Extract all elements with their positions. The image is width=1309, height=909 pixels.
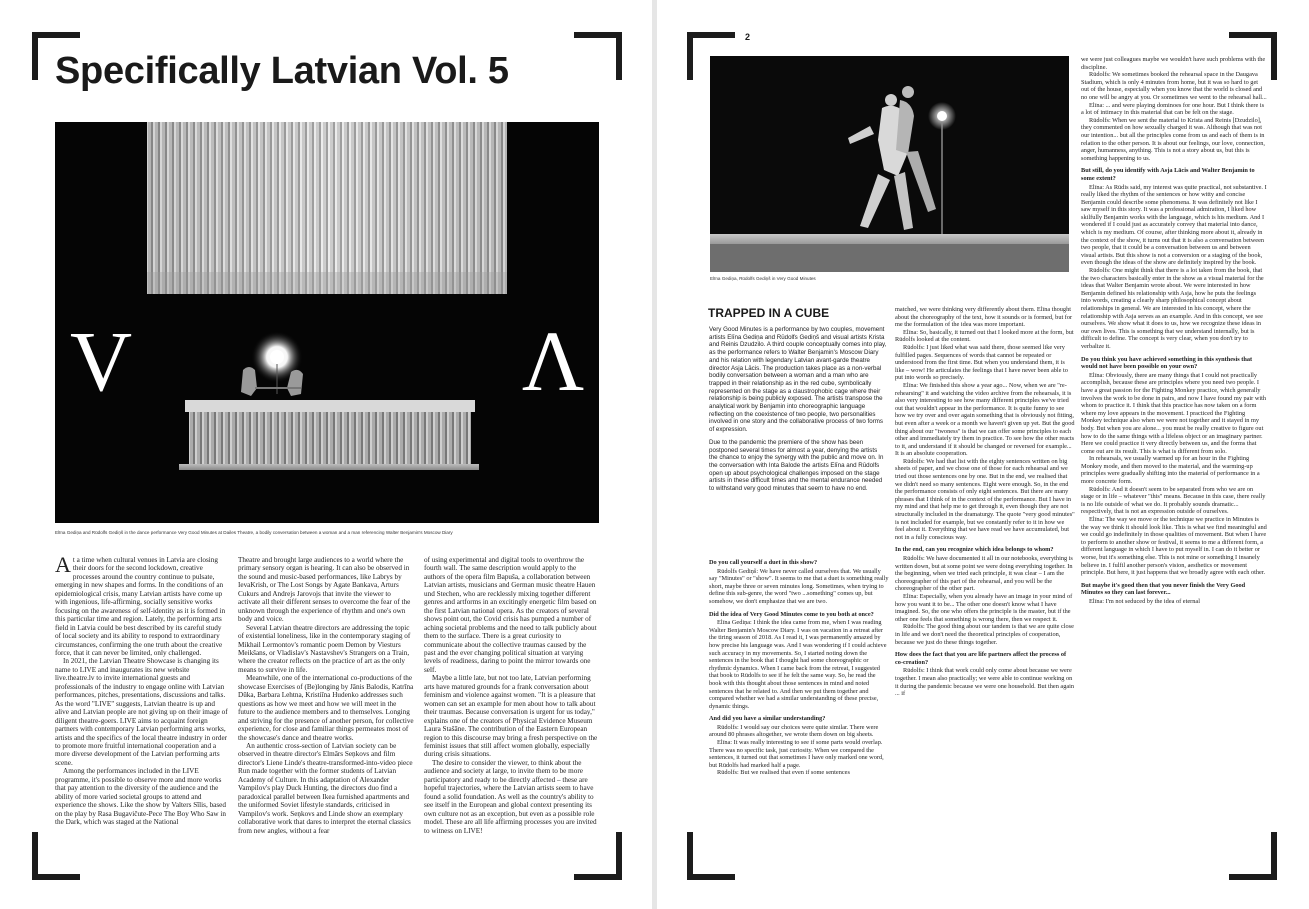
interview-answer: Rūdolfs: When we sent the material to Krista and Reinis [Dzudzilo], they commented on how sexually charged it was. Although that was not our intention... but all the principles come from us and each of them is in relation to the other person. It is about our feelings, our love, connection, anger, humanness, anything. This is not a story about us, but this is something happening to us. — [1081, 116, 1265, 162]
photo-caption: Elīna Gediņa and Rūdolfs Gediņš in the dance performance Very Good Minutes at Dailes Theatre, a bodily conversation between a woman and a man referencing Walter Benjamin's Moscow Diary — [55, 530, 453, 535]
article-column-1 — [55, 556, 228, 886]
interview-question: How does the fact that you are life partners affect the process of co-creation? — [895, 651, 1067, 666]
interview-answer: Elīna: I'm not seduced by the idea of eternal — [1089, 597, 1200, 605]
interview-answer: Rūdolfs: I just liked what was said there, those seemed like very fulfilled pages. Sequences of words that cannot be repeated or understood from the first time. But when you understand them, it is like – wow! He articulates the feelings that I have never been able to put into words so precisely. — [895, 343, 1068, 382]
interview-column-1 — [709, 554, 889, 886]
intro-paragraph: Due to the pandemic the premiere of the show has been postponed several times for almost a year, denying the artists the chance to enjoy the synergy with the public and move on. In the conversation with Inta Balode the artists Elīna and Rūdolfs open up about psychological challenges imposed on the stage artists in these difficult times and the mental endurance needed to withstand very good minutes that seem to have no end. — [709, 438, 884, 493]
interview-answer: Elīna Gediņa: I think the idea came from me, when I was reading Walter Benjamin's Moscow Diary. I was on vacation in a retreat after the tiring season of 2018. As I read it, I was permanently amazed by how precise his language was. And I was wondering if I could achieve such accuracy in my movements. So, I started noting down the sentences in the book that I thought had some choreographic or rhythmic dynamics. When I came back from the retreat, I suggested that book to Rūdolfs to see if he felt the same way. So, he read the book with this thought about those sentences in mind and noted sentences that he related to. And then we put them together and compared whether we had a similar understanding of these precise, dynamic things. — [709, 619, 887, 710]
interview-answer: Rūdolfs: And it doesn't seem to be separated from who we are on stage or in life – whatever "this" means. Because in this case, there really is no life outside of what we do. It probably sounds dramatic... respectively, that is not an expression outside of ourselves. — [1081, 485, 1266, 516]
crop-mark-top-left — [32, 32, 38, 80]
interview-answer: Elīna: Especially, when you already have an image in your mind of how you want it to be... The other one doesn't know what I have imagined. So, the one who offers the principle is the master, but if the other one feels that something is wrong there, then we respect it. — [895, 592, 1073, 623]
interview-question: But still, do you identify with Asja Lācis and Walter Benjamin to some extent? — [1081, 167, 1255, 182]
interview-answer: Elīna: Obviously, there are many things that I could not practically accomplish, because these are principles where you need two people. I have a great passion for the Fighting Monkey practice, which generally involves the work to be done in pairs, and now I have found my pair with whom to practice it. I think that this practice has now taken on a form where my love appears in the movement. I practiced the Fighting Monkey technique also when we were not together and it stayed in my body. But when you are alone... you must be really creative to figure out how to do the same things with a lifeless object or an imaginary partner. Here we could practice it very directly between us, and the forms that come out are its result. This is what is different from solo. — [1081, 371, 1267, 455]
crop-mark-top-right — [1271, 32, 1277, 80]
article-paragraph: The desire to consider the viewer, to think about the audience and society at large, to invite them to be more participatory and ready to be directly affected – these are hopeful trajectories, where the Latvian artists seem to have found a solid foundation. As well as the country's ability to see itself in the European and global context presenting its own culture not as an exception, but even as a possible role model. These are all life affirming processes you are invited to witness on LIVE! — [424, 758, 597, 835]
crop-mark-bottom-right — [1271, 832, 1277, 880]
crop-mark-top-left — [32, 32, 80, 38]
interview-question: Do you call yourself a duet in this show? — [709, 559, 818, 566]
interview-answer: Rūdolfs: The good thing about our tandem is that we are quite close in life and we don't need the theoretical principles of cooperation, because we just do these things together. — [895, 623, 1074, 646]
interview-answer: Rūdolfs: We sometimes booked the rehearsal space in the Daugava Stadium, which is only 4 minutes from home, but it was so hard to get out of the house, especially when you know that the world is closed and no one will be angry at you. Or sometimes we went to the rehearsal hall... — [1081, 71, 1267, 101]
crop-mark-bottom-left — [687, 832, 693, 880]
dance-photo — [710, 56, 1069, 272]
interview-question: But maybe it's good then that you never finish the Very Good Minutes so they can last forever... — [1081, 581, 1246, 597]
crop-mark-top-right — [616, 32, 622, 80]
crop-mark-bottom-left — [32, 832, 38, 880]
dance-photo-graphic — [710, 56, 1069, 272]
article-paragraph: Maybe a little late, but not too late, Latvian performing arts have matured grounds for a frank conversation about feminism and violence against women. "It is a pleasure that women can set an example for men about how to talk about their traumas. Because conversation is urgent for us today," explains one of the creators of Physical Evidence Museum Laura Stašāne. The contribution of the Eastern European region to this discourse may bring a fresh perspective on the feminist issues that still affect women globally, especially during crisis situations. — [424, 674, 598, 759]
interview-column-3 — [1081, 56, 1267, 886]
article-paragraph: Meanwhile, one of the international co-productions of the showcase Exercises of (Be)longing by Jānis Balodis, Katrīna Dūka, Barbara Lehtna, Kristiīna Hudenko addresses such questions as how we meet and how we will meet in the future to the audience members and to themselves. Longing and striving for the presence of another person, for collective experience, for close and familiar things permeates most of the showcase's dance and theatre works. — [238, 674, 414, 742]
interview-intro-column — [709, 326, 887, 541]
interview-answer: Rūdolfs: I would say our choices were quite similar. There were around 80 phrases altogether, we wrote them down on big sheets. — [709, 723, 879, 739]
page-title: Specifically Latvian Vol. 5 — [55, 50, 509, 92]
interview-answer: Rūdolfs: We have documented it all in our notebooks, everything is written down, but at some point we were doing everything together. In the beginning, when we tried each principle, it was clear – I am the choreographer of this part of the rehearsal, and you will be the choreographer of the other part. — [895, 555, 1073, 593]
interview-answer: we were just colleagues maybe we wouldn't have such problems with the discipline. — [1081, 56, 1266, 71]
interview-question: Do you think you have achieved something in this synthesis that would not have been possible on your own? — [1081, 355, 1253, 371]
crop-mark-top-left — [687, 32, 735, 38]
article-paragraph: of using experimental and digital tools to overthrow the fourth wall. The same description would apply to the authors of the opera film Bapuša, a collaboration between Latvian artists, musicians and German music theatre Hauen und Stechen, who are recklessly mixing together different genres and artforms in an excitingly energetic film based on the first Latvian national opera. As the creators of several shows point out, the Covid crisis has pumped a number of aching societal problems and the need to talk publicly about them to the surface. There is a great curiosity to communicate about the collective traumas caused by the past and the ever changing political situation at varying levels of readiness, daring to point the mirror towards one self. — [424, 556, 597, 674]
article-paragraph: An authentic cross-section of Latvian society can be observed in theatre director's Elmārs Seņkovs and film director's Liene Linde's theatre-transformed-into-video piece Run made together with the former students of Latvian Academy of Culture. In this adaptation of Alexander Vampilov's play Duck Hunting, the directors duo find a paradoxical parallel between Ikea furnished apartments and the uniformed Soviet lifestyle standards, criticised in Vampilov's work. Seņkovs and Linde show an exemplary collaborative work that dares to interpret the eternal classics from new angles, without a fear — [238, 741, 413, 835]
intro-paragraph: Very Good Minutes is a performance by two couples, movement artists Elīna Gediņa and Rūdolfs Gediņš and visual artists Krista and Reinis Dzudzilo. A third couple conceptually comes into play, as the performance refers to Walter Benjamin's Moscow Diary and his relation with legendary Latvian avant-garde theatre director Asja Lācis. The production takes place as a non-verbal bodily conversation between a woman and a man who are trapped in their relationship as in the red cube, symbolically represented on the stage as a claustrophobic cage where their relationship is being publicly exposed. The artists transpose the analytical work by Benjamin into choreographic language reflecting on the coexistence of two people, two personalities involved in one story and the collaborative process of two forms of expression. — [709, 326, 887, 434]
interview-answer: In rehearsals, we usually warmed up for an hour in the Fighting Monkey mode, and then moved to the material, and the warming-up principles were gradually shifting into the material of performance in a more concrete form. — [1081, 455, 1260, 486]
photo-letter-right: Λ — [521, 313, 585, 409]
article-paragraph: In 2021, the Latvian Theatre Showcase is changing its name to LIVE and inaugurates its new website live.theatre.lv to invite international guests and professionals of the industry to engage online with Latvian performances, pitches, presentations, discussions and talks. As the word "LIVE" suggests, Latvian theatre is up and alive and Latvian people are not giving up on their image of diligent theatre-goers. LIVE aims to acquaint foreign partners with contemporary Latvian performing arts works, artists and the specifics of the local theatre industry in order to promote more fruitful international cooperation and a more diverse development of the Latvian performing arts scene. — [55, 657, 228, 767]
interview-answer: Elīna: We finished this show a year ago... Now, when we are "re-rehearsing" it and watching the video archive from the rehearsals, it is also very interesting to see how many different principles we've tried out that wouldn't appear in the performance. It is quite funny to see how we try over and over again something that is obviously not fitting, but even after a week or a month we haven't given up yet. But the good thing about our "twoness" is that we can offer some principles to each other and immediately try them in practice. To see how the other reacts to it, and understand if it should be changed or reversed for example... It is an absolute cooperation. — [895, 381, 1075, 458]
article-column-3 — [424, 556, 599, 886]
drop-cap: A — [55, 556, 71, 577]
article-paragraph: Among the performances included in the LIVE programme, it's possible to observe more and more works that pay attention to the diversity of the audience and the ability of more varied societal groups to attend and experience the shows. Like the show by Valters Sīlis, based on the play by Rasa Bugavičute-Pece The Boy Who Saw in the Dark, which was staged at the National — [55, 767, 227, 827]
intro-paragraph: At a time when cultural venues in Latvia are closing their doors for the second lockdown, creative processes around the country continue to pulsate, emerging in new shapes and forms. In the conditions of an epidemiological crisis, many Latvian artists have come up with ingenious, life-affirming, socially sensitive works focusing on the awareness of self-identity as it is formed in this particular time and region. Lately, the performing arts field in Latvia could be best described by its careful study of local society and its ability to respond to extraordinary circumstances, confirming the one truth about the creative force, that it can never be limited, only challenged. — [55, 556, 226, 657]
article-paragraph: Theatre and brought large audiences to a world where the primary sensory organ is hearing. It can also be observed in the sound and music-based performances, like Labrys by IevaKrish, or The Lost Songs by Agate Bankava, Arturs Cukurs and Andrejs Jarovojs that invite the viewer to activate all their different senses to overcome the fear of the unknown through the experience of rhythm and one's own body and voice. — [238, 556, 411, 624]
interview-question: And did you have a similar understanding? — [709, 715, 826, 723]
article-column-2 — [238, 556, 414, 886]
interview-answer: Elīna: It was really interesting to see if some parts would overlap. There was no specific task, just curiosity. When we compared the sentences, it turned out that sometimes I have only marked one word, but Rūdolfs had marked half a page. — [709, 739, 884, 769]
dance-photo-caption: Elīna Gediņa, Rūdolfs Gediņš in Very Good Minutes — [710, 276, 816, 281]
interview-answer: Elīna: As Rūdis said, my interest was quite practical, not substantive. I really liked the rhythm of the sentences or how witty and concise Benjamin could describe some phenomena. It was definitely not like I saw myself in this story. It was a professional admiration, I liked how skilfully Benjamin works with the language, which is his medium. And I wondered if I could just as accurately convey that material into dance, which is my medium. Of course, after thinking more about it, already in the context of the show, it turns out that it is also a conversation between two people, that it could be a conversation between us and between visual artists. But this show is not a conversion or a staging of the book, even though the ideas of the show are definitely inspired by the book. — [1081, 183, 1267, 267]
section-heading: TRAPPED IN A CUBE — [708, 306, 830, 320]
interview-column-2 — [895, 306, 1075, 886]
photo-letter-left: V — [69, 313, 133, 409]
crop-mark-top-left — [687, 32, 693, 80]
interview-answer: Rūdolfs: One might think that there is a lot taken from the book, that the two characters basically enter in the show as a visual material for the ideas that Walter Benjamin wrote about. We were interested in how Benjamin defined his relationship with Asja, how he puts the feelings into words, creating a clearly sharp philosophical concept about relationships in general. We are interested in his concept, where the relationship with Asja serves as an example. And in this concept, we see ourselves. We show what it does to us, how we recognize these ideas in our own lives. This is something that we understand internally, but is difficult to define. The concept is very clear, when you don't try to verbalize it. — [1081, 267, 1264, 350]
left-page — [0, 0, 652, 909]
interview-answer: Rūdolfs: But we realised that even if some sentences — [717, 769, 850, 777]
interview-answer: Rūdolfs: I think that work could only come about because we were together. I mean also practically; we were able to continue working on it during the pandemic because we were one household. But then again ... if — [895, 667, 1075, 698]
article-paragraph: Several Latvian theatre directors are addressing the topic of existential loneliness, like in the contemporary staging of Mikhail Lermontov's romantic poem Demon by Viesturs Meikšans, or Vladislav's Nastavshev's Strangers on a Train, where the creator reflects on the practice of art as the only means to survive in life. — [238, 623, 411, 674]
interview-answer: Elīna: So, basically, it turned out that I looked more at the form, but Rūdolfs looked at the content. — [895, 328, 1074, 344]
page-number: 2 — [745, 32, 751, 42]
interview-question: In the end, can you recognize which idea belongs to whom? — [895, 546, 1054, 554]
crop-mark-bottom-right — [616, 832, 622, 880]
interview-answer: matched, we were thinking very differently about them. Elīna thought about the choreography of the text, how it sounds or is formed, but for me the formulation of the idea was more important. — [895, 306, 1073, 329]
interview-question: Did the idea of Very Good Minutes come to you both at once? — [709, 610, 874, 618]
crop-mark-top-right — [574, 32, 622, 38]
interview-answer: Elīna: The way we move or the technique we practice in Minutes is the way we think it should look like. This is what we find meaningful and we could go indefinitely in those qualities of movement. But when I have to perform to another show or festival, it seems to me a different form, a different language in which I have to put myself in. I can do it better or worse, but it's something else. This is not mine or something I insanely believe in. I fulfil another person's vision, aesthetics or movement principle. But here, it just happens that we broadly agree with each other. — [1081, 516, 1267, 577]
stage-photo-curtain — [55, 122, 599, 523]
interview-answer: Rūdolfs: We had that list with the eighty sentences written on big sheets of paper, and we chose one of those for each rehearsal and we tried out those sentences one by one. But in the end, we realised that we didn't need so many sentences. Eight were enough. So, in the end the performance consists of only eight sentences. But there are many phrases that I think of in the context of the performance. But I have in my mind and that help me to get through it, even though they are not structurally included in the dramaturgy. The quote "very good minutes" is not included for example, but we constantly refer to it in how we feel about it. Everything that we have read we have accumulated, but not in a fully conscious way. — [895, 457, 1075, 541]
crop-mark-top-right — [1229, 32, 1277, 38]
interview-answer: Elīna: ... and were playing dominoes for one hour. But I think there is a lot of intimacy in this material that can be felt on the stage. — [1081, 101, 1265, 117]
stage-photo-graphic — [55, 122, 599, 523]
interview-answer: Rūdolfs Gediņš: We have never called ourselves that. We usually say "Minutes" or "show". It seems to me that a duet is something really short, maybe three or seven minutes long. Sometimes, when trying to define this sub-genre, the word "two ...something" comes up, but somehow, we don't emphasize that we are two. — [709, 567, 889, 605]
